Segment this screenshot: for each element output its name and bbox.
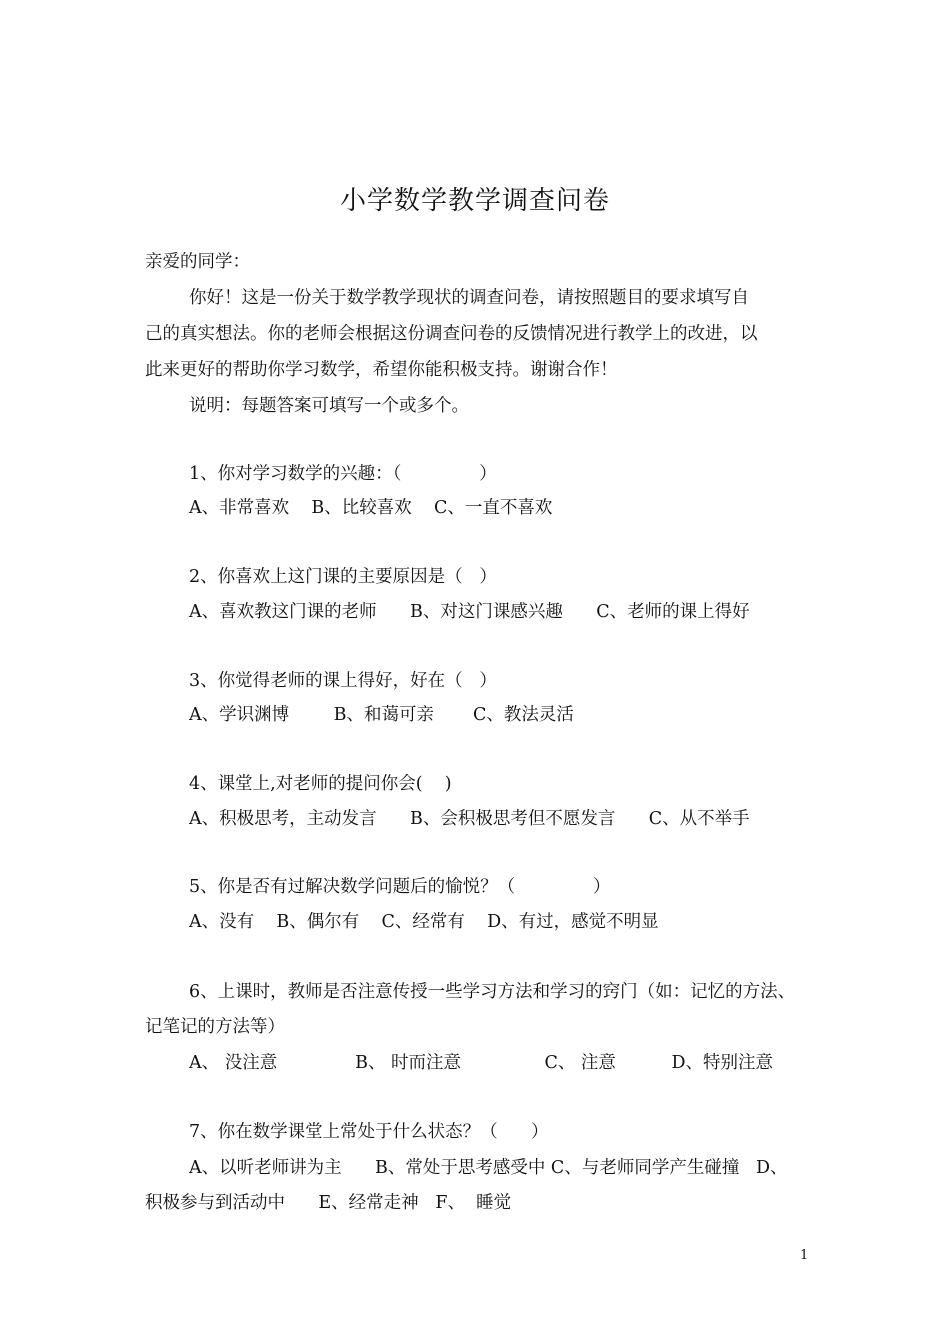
question-6-options: A、 没注意 B、 时而注意 C、 注意 D、特别注意 — [189, 1053, 774, 1073]
question-5: 5、你是否有过解决数学问题后的愉悦？（ ） — [189, 877, 611, 897]
question-7-options: A、以听老师讲为主 B、常处于思考感受中 C、与老师同学产生碰撞 D、 — [189, 1158, 788, 1178]
question-7-options-continued: 积极参与到活动中 E、经常走神 F、 睡觉 — [145, 1193, 512, 1213]
page-title: 小学数学教学调查问卷 — [339, 186, 610, 216]
intro-line: 此来更好的帮助你学习数学，希望你能积极支持。谢谢合作！ — [145, 360, 618, 380]
question-6-continued: 记笔记的方法等） — [145, 1017, 285, 1037]
question-6: 6、上课时，教师是否注意传授一些学习方法和学习的窍门（如：记忆的方法、 — [189, 982, 796, 1002]
intro-line: 己的真实想法。你的老师会根据这份调查问卷的反馈情况进行教学上的改进，以 — [145, 324, 758, 344]
question-1: 1、你对学习数学的兴趣：（ ） — [189, 464, 497, 484]
question-4: 4、课堂上,对老师的提问你会( ) — [189, 774, 452, 794]
question-7: 7、你在数学课堂上常处于什么状态？（ ） — [189, 1122, 549, 1142]
question-3: 3、你觉得老师的课上得好，好在（ ） — [189, 671, 497, 691]
question-5-options: A、没有 B、偶尔有 C、经常有 D、有过，感觉不明显 — [189, 912, 659, 932]
question-2: 2、你喜欢上这门课的主要原因是（ ） — [189, 567, 497, 587]
question-2-options: A、喜欢教这门课的老师 B、对这门课感兴趣 C、老师的课上得好 — [189, 602, 750, 622]
question-4-options: A、积极思考，主动发言 B、会积极思考但不愿发言 C、从不举手 — [189, 809, 750, 829]
intro-line: 你好！这是一份关于数学教学现状的调查问卷，请按照题目的要求填写自 — [189, 288, 749, 308]
page-number: 1 — [800, 1248, 809, 1263]
question-1-options: A、非常喜欢 B、比较喜欢 C、一直不喜欢 — [189, 498, 553, 518]
greeting: 亲爱的同学： — [145, 252, 250, 272]
instruction-note: 说明：每题答案可填写一个或多个。 — [189, 396, 469, 416]
question-3-options: A、学识渊博 B、和蔼可亲 C、教法灵活 — [189, 705, 574, 725]
